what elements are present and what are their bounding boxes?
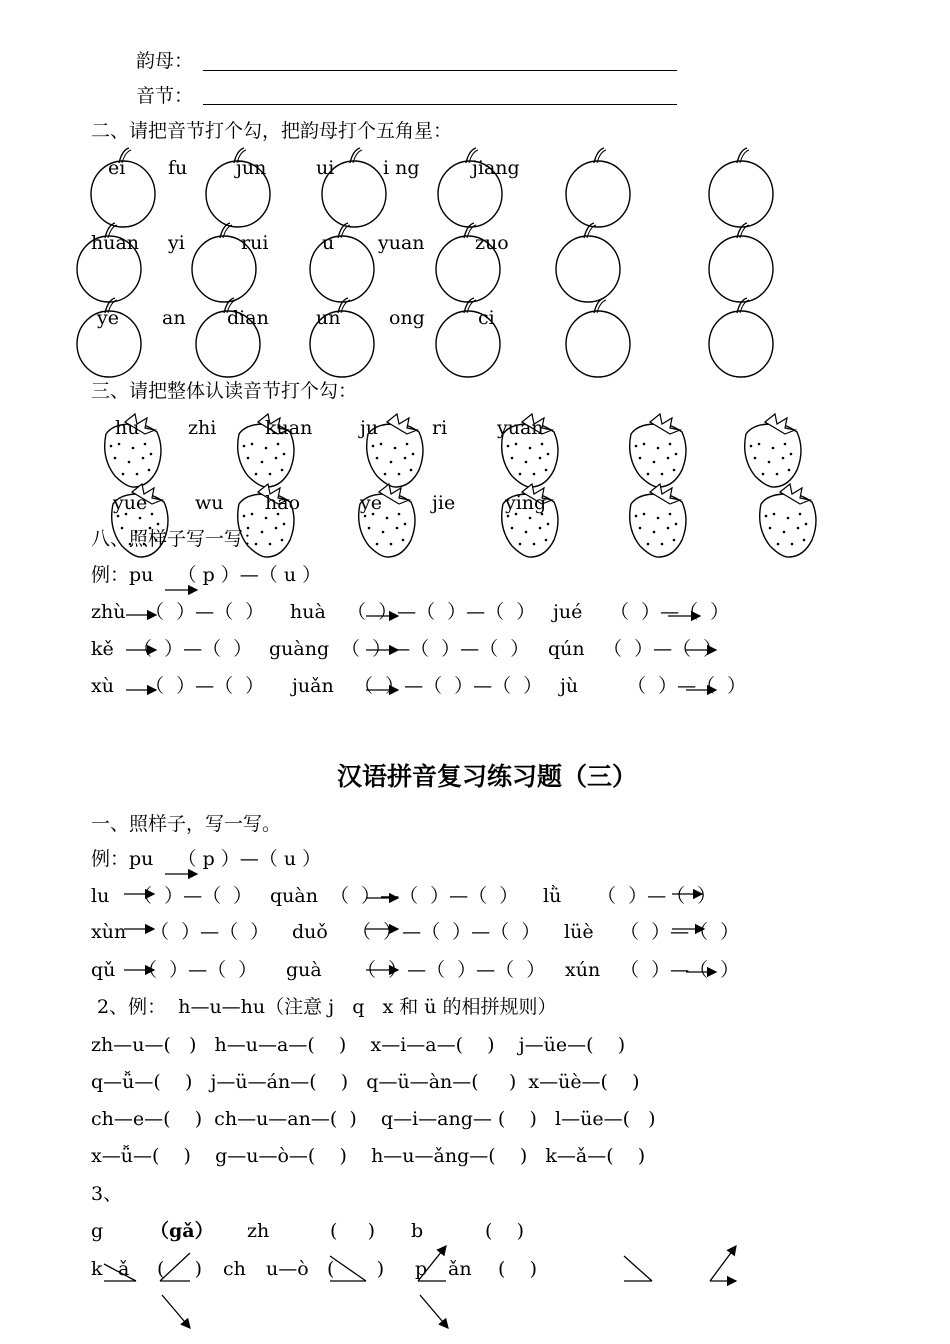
syllable[interactable]: zhi: [188, 417, 217, 439]
s2-line[interactable]: x—ǚ—( ) g—u—ò—( ) h—u—ǎng—( ) k—ǎ—( ): [91, 1145, 646, 1167]
s2-heading: 2、例： h—u—hu（注意 j q x 和 ü 的相拼规则）: [91, 996, 557, 1018]
strawberry-icon: [760, 484, 816, 557]
syllable[interactable]: jiang: [472, 157, 520, 179]
q3-heading: 三、请把整体认读音节打个勾：: [91, 380, 358, 402]
s2-line[interactable]: zh—u—( ) h—u—a—( ) x—i—a—( ) j—üe—( ): [91, 1034, 626, 1056]
s1-blanks[interactable]: （ ）—（ ）: [620, 959, 740, 981]
syllable[interactable]: hao: [265, 492, 301, 514]
syllable[interactable]: ei: [108, 157, 126, 179]
q8-blanks[interactable]: （ ）—（ ）—（ ）: [341, 638, 530, 660]
q8-blanks[interactable]: （ ）—（ ）: [133, 638, 253, 660]
s3-initial: b: [411, 1220, 424, 1242]
s1-blanks[interactable]: （ ）—（ ）: [138, 959, 258, 981]
syllable[interactable]: ui: [316, 157, 335, 179]
q8-blanks[interactable]: （ ）—（ ）—（ ）: [354, 675, 543, 697]
syllable[interactable]: ye: [97, 307, 119, 329]
strawberry-icon: [745, 414, 801, 487]
q8-syllable: jù: [560, 675, 579, 697]
syllable[interactable]: yuan: [497, 417, 544, 439]
syllable[interactable]: huan: [91, 232, 140, 254]
syllable[interactable]: ci: [478, 307, 495, 329]
s3-final: ǎ: [118, 1258, 130, 1280]
syllable[interactable]: i ng: [383, 157, 420, 179]
s3-blank[interactable]: ( ): [330, 1220, 376, 1242]
apple-icon: [566, 148, 630, 227]
s1-blanks[interactable]: （ ）—（ ）—（ ）: [357, 959, 546, 981]
s3-initial: zh: [247, 1220, 270, 1242]
s2-line[interactable]: ch—e—( ) ch—u—an—( ) q—i—ang— ( ) l—üe—( ): [91, 1108, 656, 1130]
s1-syllable: duǒ: [292, 921, 328, 943]
syllable[interactable]: un: [316, 307, 341, 329]
syllable[interactable]: yuan: [378, 232, 425, 254]
strawberry-icon: [630, 414, 686, 487]
s3-heading: 3、: [91, 1183, 123, 1205]
syllable[interactable]: jun: [236, 157, 267, 179]
yinjie-label: 音节：: [136, 85, 194, 107]
s1-blanks[interactable]: （ ）—（ ）: [620, 921, 740, 943]
q8-blanks[interactable]: （ ）—（ ）: [145, 601, 265, 623]
s3-blank[interactable]: ( ): [498, 1258, 537, 1280]
s2-line[interactable]: q—ǚ—( ) j—ü—án—( ) q—ü—àn—( ) x—üè—( ): [91, 1071, 640, 1093]
syllable[interactable]: fu: [168, 157, 188, 179]
q8-syllable: huà: [290, 601, 326, 623]
syllable[interactable]: yue: [113, 492, 148, 514]
s1-syllable: xún: [565, 959, 601, 981]
q8-syllable: kě: [91, 638, 114, 660]
syllable[interactable]: kuan: [265, 417, 313, 439]
syllable[interactable]: ri: [432, 417, 448, 439]
syllable[interactable]: ye: [360, 492, 382, 514]
apple-icon: [709, 148, 773, 227]
apple-icon: [566, 298, 630, 377]
s3-final: u—ò: [266, 1258, 309, 1280]
s1-syllable: lüè: [564, 921, 594, 943]
syllable[interactable]: rui: [241, 232, 269, 254]
s1-blanks[interactable]: （ ）—（ ）—（ ）: [352, 921, 541, 943]
q8-blanks[interactable]: （ ）—（ ）—（ ）: [347, 601, 536, 623]
s3-blank[interactable]: ( ): [485, 1220, 524, 1242]
q8-syllable: guàng: [269, 638, 330, 660]
s3-blank[interactable]: ( ): [327, 1258, 385, 1280]
q8-blanks[interactable]: （ ）—（ ）: [610, 601, 730, 623]
q8-blanks[interactable]: （ ）—（ ）: [627, 675, 747, 697]
q8-blanks[interactable]: （ ）—（ ）: [145, 675, 265, 697]
q8-example: 例：pu （ p ）—（ u ）: [91, 564, 322, 586]
q8-syllable: zhù: [91, 601, 126, 623]
apple-icon: [310, 223, 374, 302]
apple-icon: [556, 223, 620, 302]
q8-blanks[interactable]: （ ）—（ ）: [603, 638, 723, 660]
syllable[interactable]: ying: [505, 492, 547, 514]
q8-syllable: juǎn: [292, 675, 334, 697]
s1-syllable: quàn: [270, 885, 318, 907]
syllable[interactable]: wu: [195, 492, 224, 514]
syllable[interactable]: yi: [168, 232, 185, 254]
s3-blank[interactable]: ( ): [157, 1258, 203, 1280]
apple-icon: [709, 298, 773, 377]
syllable[interactable]: an: [162, 307, 186, 329]
s1-blanks[interactable]: （ ）—（ ）: [150, 921, 270, 943]
q8-heading: 八、照样子写一写：: [91, 528, 263, 550]
syllable[interactable]: dian: [227, 307, 269, 329]
s1-blanks[interactable]: （ ）—（ ）: [597, 885, 717, 907]
s3-initial: g: [91, 1220, 104, 1242]
s1-example: 例：pu （ p ）—（ u ）: [91, 848, 322, 870]
s3-initial: p: [415, 1258, 428, 1280]
s3-final: ǎn: [448, 1258, 472, 1280]
q8-syllable: qún: [548, 638, 585, 660]
page-title: 汉语拼音复习练习题（三）: [337, 762, 638, 791]
s1-syllable: lǜ: [543, 885, 562, 907]
s1-syllable: lu: [91, 885, 110, 907]
yunmu-label: 韵母：: [136, 50, 194, 72]
s1-syllable: qǔ: [91, 959, 116, 981]
s1-blanks[interactable]: （ ）—（ ）—（ ）: [330, 885, 519, 907]
s3-initial: k: [91, 1258, 103, 1280]
syllable[interactable]: u: [322, 232, 335, 254]
syllable[interactable]: jie: [432, 492, 456, 514]
s1-syllable: guà: [286, 959, 322, 981]
s3-example-answer: （gǎ）: [150, 1220, 214, 1242]
s1-syllable: xùn: [91, 921, 127, 943]
apple-icon: [709, 223, 773, 302]
syllable[interactable]: ju: [360, 417, 379, 439]
q2-heading: 二、请把音节打个勾，把韵母打个五角星：: [91, 120, 453, 142]
syllable[interactable]: ong: [389, 307, 425, 329]
strawberry-icon: [630, 484, 686, 557]
s1-heading: 一、照样子，写一写。: [91, 813, 282, 835]
s3-initial: ch: [223, 1258, 246, 1280]
q8-syllable: jué: [553, 601, 583, 623]
q8-syllable: xù: [91, 675, 114, 697]
syllable[interactable]: zuo: [475, 232, 509, 254]
syllable[interactable]: hu: [115, 417, 140, 439]
s1-blanks[interactable]: （ ）—（ ）: [133, 885, 253, 907]
